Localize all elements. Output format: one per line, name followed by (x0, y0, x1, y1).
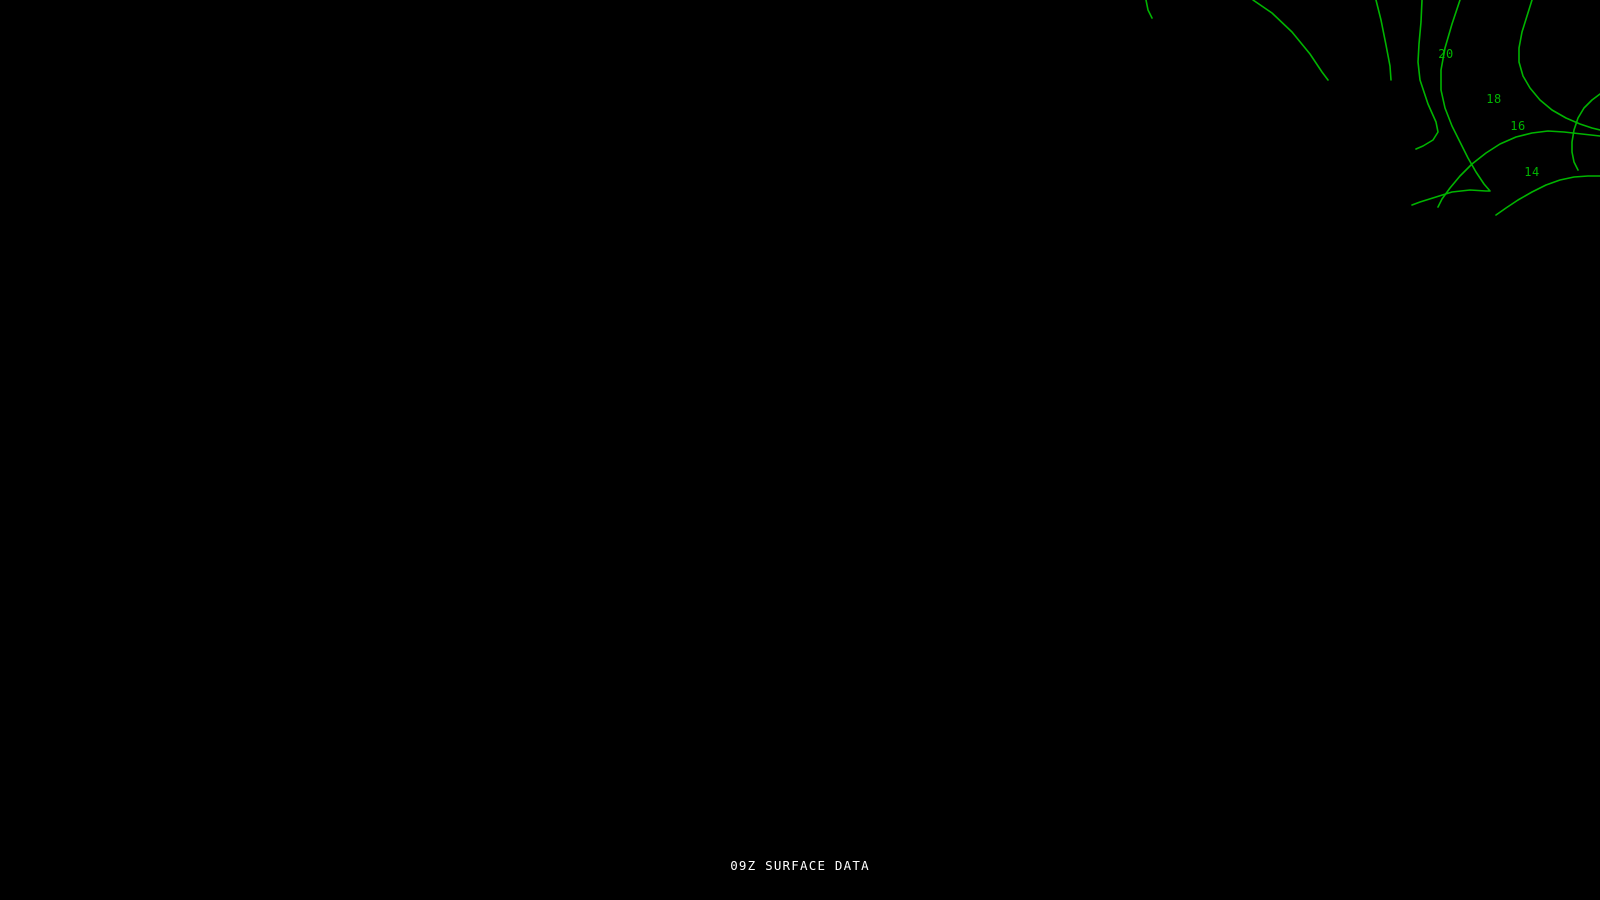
contour-line (1416, 0, 1438, 149)
contour-line (1412, 0, 1490, 205)
contour-line (1146, 0, 1152, 18)
contour-line (1572, 94, 1600, 170)
contour-value-label: 20 (1438, 47, 1454, 61)
contour-line (1253, 0, 1328, 80)
contour-value-label: 18 (1486, 92, 1502, 106)
contour-line (1376, 0, 1391, 80)
contour-value-label: 16 (1510, 119, 1526, 133)
contour-line (1438, 131, 1600, 207)
contour-value-label: 14 (1524, 165, 1540, 179)
contour-line (1496, 176, 1600, 215)
contour-line (1519, 0, 1600, 130)
chart-caption: 09Z SURFACE DATA (730, 858, 870, 873)
